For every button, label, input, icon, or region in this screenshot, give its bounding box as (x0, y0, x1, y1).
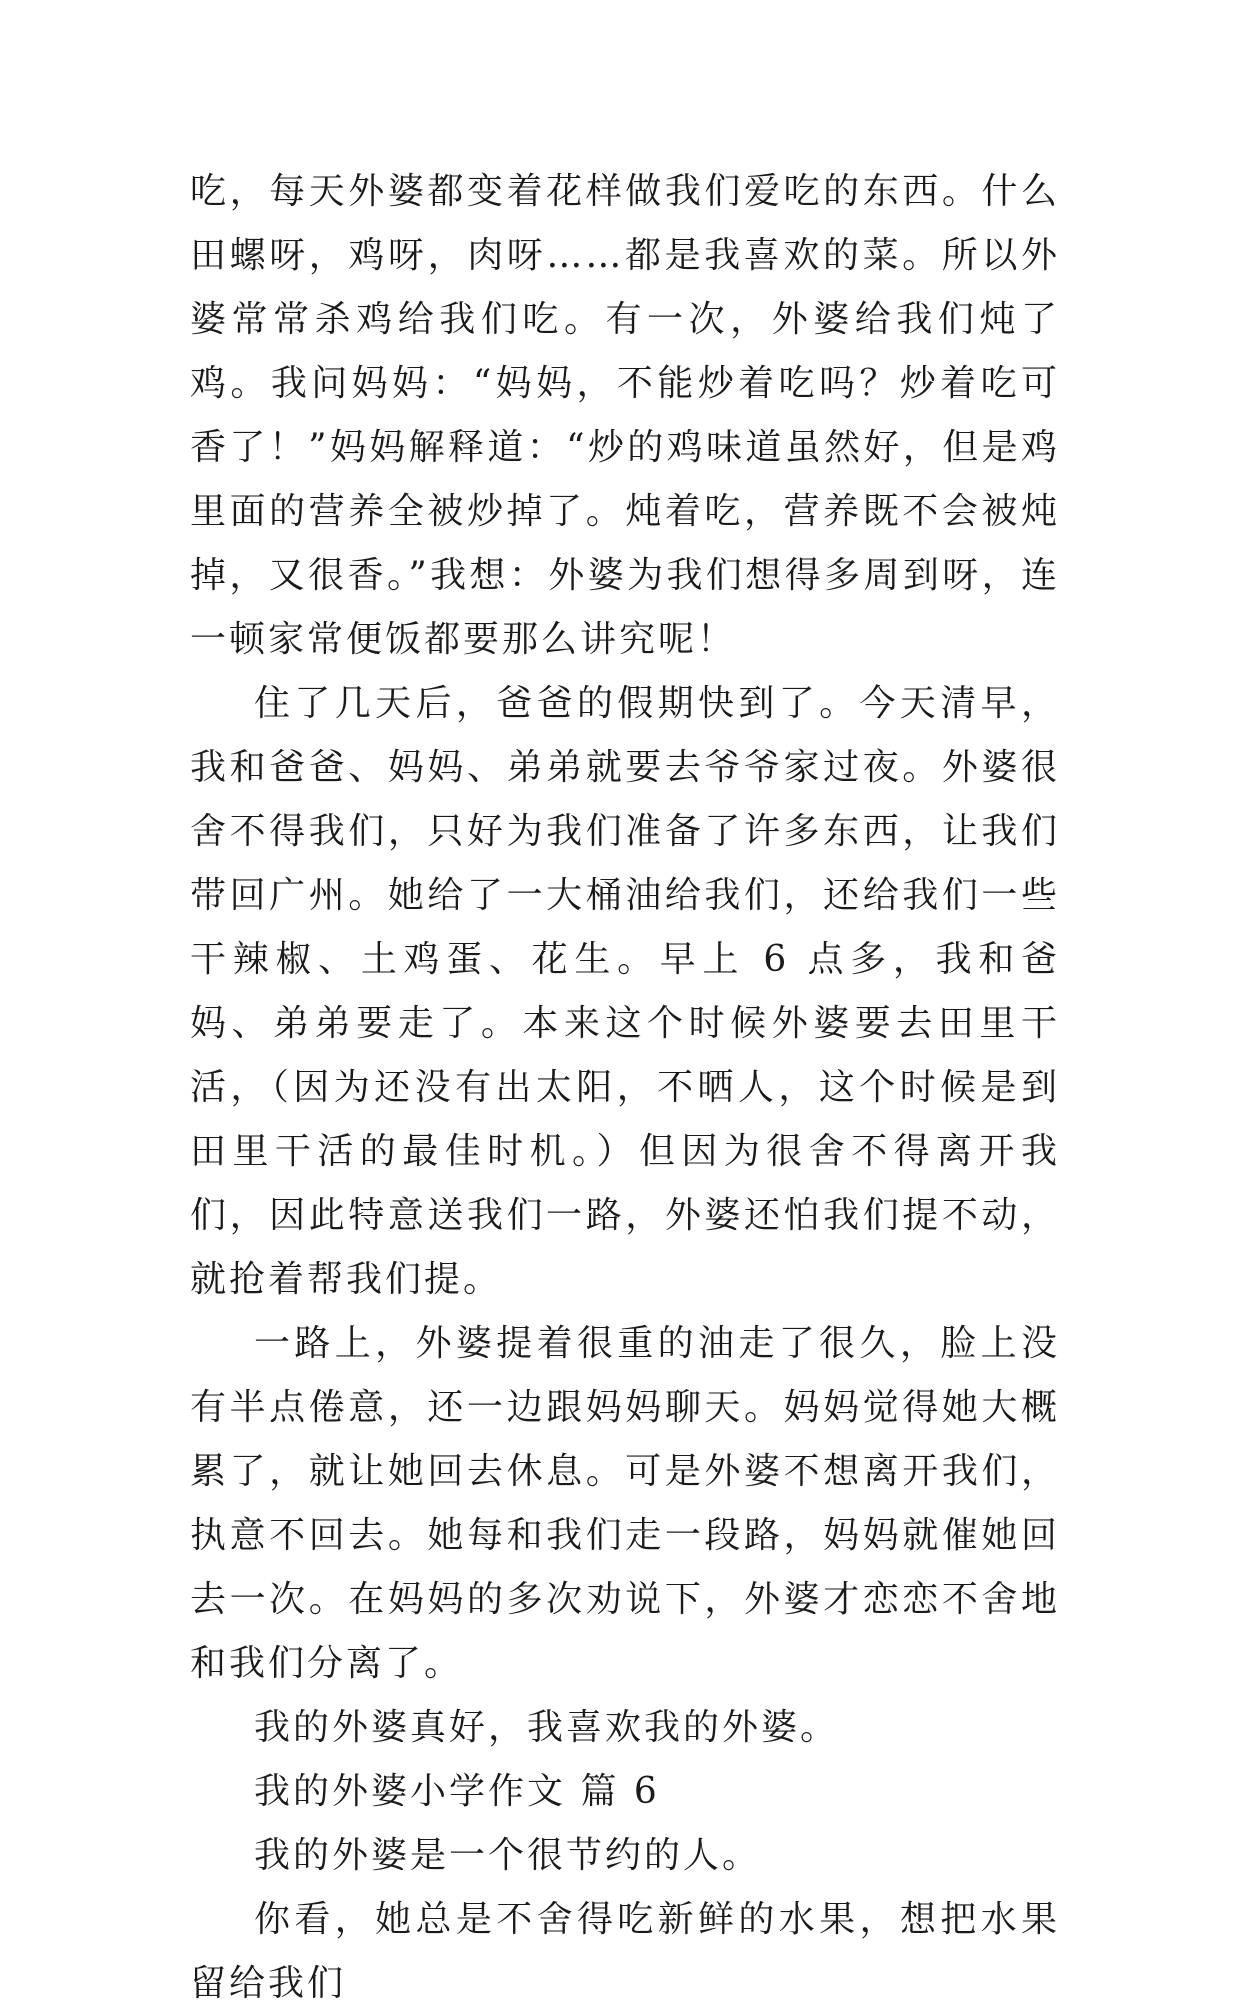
paragraph-continued: 吃，每天外婆都变着花样做我们爱吃的东西。什么田螺呀，鸡呀，肉呀……都是我喜欢的菜。所以外婆常常杀鸡给我们吃。有一次，外婆给我们炖了鸡。我问妈妈：“妈妈，不能炒着吃吗？炒着吃可香了！”妈妈解释道：“炒的鸡味道虽然好，但是鸡里面的营养全被炒掉了。炖着吃，营养既不会被炖掉，又很香。”我想：外婆为我们想得多周到呀，连一顿家常便饭都要那么讲究呢！ (190, 171, 1060, 660)
paragraph-intro: 我的外婆是一个很节约的人。 (254, 1835, 762, 1876)
paragraph-leaving: 住了几天后，爸爸的假期快到了。今天清早，我和爸爸、妈妈、弟弟就要去爷爷家过夜。外婆很舍不得我们，只好为我们准备了许多东西，让我们带回广州。她给了一大桶油给我们，还给我们一些干辣椒、土鸡蛋、花生。早上 6 点多，我和爸妈、弟弟要走了。本来这个时候外婆要去田里干活，（因为还没有出太阳，不晒人，这个时候是到田里干活的最佳时机。）但因为很舍不得离开我们，因此特意送我们一路，外婆还怕我们提不动，就抢着帮我们提。 (190, 683, 1060, 1300)
paragraph-on-the-road: 一路上，外婆提着很重的油走了很久，脸上没有半点倦意，还一边跟妈妈聊天。妈妈觉得她大概累了，就让她回去休息。可是外婆不想离开我们，执意不回去。她每和我们走一段路，妈妈就催她回去一次。在妈妈的多次劝说下，外婆才恋恋不舍地和我们分离了。 (190, 1323, 1060, 1684)
article-body (190, 160, 1060, 2016)
paragraph-conclusion: 我的外婆真好，我喜欢我的外婆。 (254, 1707, 840, 1748)
essay-heading: 我的外婆小学作文 篇 6 (254, 1771, 660, 1812)
paragraph-fruit: 你看，她总是不舍得吃新鲜的水果，想把水果留给我们 (190, 1899, 1060, 2004)
